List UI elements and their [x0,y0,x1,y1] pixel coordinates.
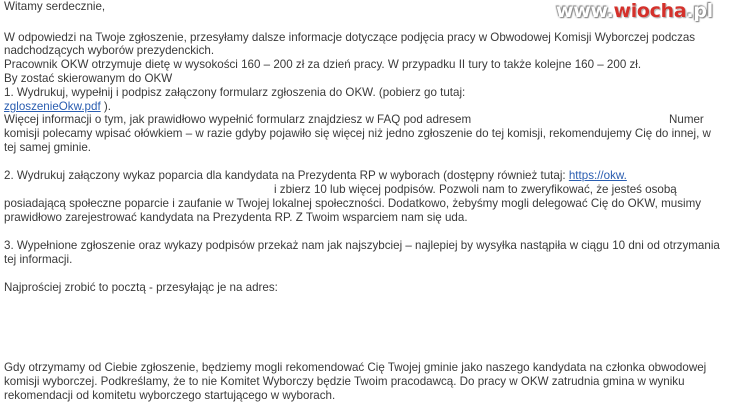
step1-number-label: Numer [669,113,704,126]
step1-line-5: tej samej gminie. [4,141,91,154]
step3-line-2: tej informacji. [4,253,73,266]
closing-line-1: Gdy otrzymamy od Ciebie zgłoszenie, będziemy mogli rekomendować Cię Twojej gminie jako naszego kandydata na członka obwodowej [4,361,707,374]
closing-line-2: komisji wyborczej. Podkreślamy, że to nie Komitet Wyborczy będzie Twoim pracodawcą. Do pracy w OKW zatrudnia gmina w wyniku [4,375,685,388]
step1-link-line [4,100,111,113]
watermark-brand: wiocha [613,0,687,22]
step2-line-4: prawidłowo zarejestrować kandydata na Prezydenta RP. Z Twoim wsparciem nam się uda. [4,211,468,224]
diet-info: Pracownik OKW otrzymuje dietę w wysokości 160 – 200 zł za dzień pracy. W przypadku II tury to także kolejne 160 – 200 zł. [4,58,642,71]
step1-link-tail: ). [100,100,111,113]
step3-line-1: 3. Wypełnione zgłoszenie oraz wykazy podpisów przekaż nam jak najszybciej – najlepiej by wysyłka nastąpiła w ciągu 10 dni od otrzymania [4,239,720,252]
okw-link[interactable]: https://okw. [568,169,627,182]
step1-line-4: komisji polecamy wpisać ołówkiem – w razie gdyby pojawiło się więcej niż jedno zgłoszenie do tej komisji, rekomendujemy Cię do innej, w [4,127,711,140]
step1-line-1: 1. Wydrukuj, wypełnij i podpisz załączony formularz zgłoszenia do OKW. (pobierz go tutaj: [4,86,466,99]
greeting: Witamy serdecznie, [4,0,106,13]
step2-line-2: i zbierz 10 lub więcej podpisów. Pozwoli nam to zweryfikować, że jesteś osobą [274,183,677,196]
step2-line-1 [4,169,627,182]
step1-line-3: Więcej informacji o tym, jak prawidłowo wypełnić formularz znajdziesz w FAQ pod adresem [4,113,472,126]
post-instruction: Najprościej zrobić to pocztą - przesyłając je na adres: [4,281,278,294]
watermark-suffix: .pl [686,0,713,22]
steps-heading: By zostać skierowanym do OKW [4,72,173,85]
step2-line-3: posiadającą społeczne poparcie i zaufanie w Twojej lokalnej społeczności. Dodatkowo, żebyśmy mogli delegować Cię do OKW, musimy [4,197,702,210]
watermark-logo [556,0,713,22]
watermark-prefix: www. [556,0,614,22]
closing-line-3: rekomendacji od komitetu wyborczego startującego w wyborach. [4,389,336,402]
intro-line-2: nadchodzących wyborów prezydenckich. [4,44,215,57]
form-pdf-link[interactable]: zgloszenieOkw.pdf [4,100,101,113]
step2-text: 2. Wydrukuj załączony wykaz poparcia dla kandydata na Prezydenta RP w wyborach (dostępny również tutaj: [4,169,569,182]
intro-line-1: W odpowiedzi na Twoje zgłoszenie, przesyłamy dalsze informacje dotyczące podjęcia pracy w Obwodowej Komisji Wyborczej podczas [4,31,696,44]
